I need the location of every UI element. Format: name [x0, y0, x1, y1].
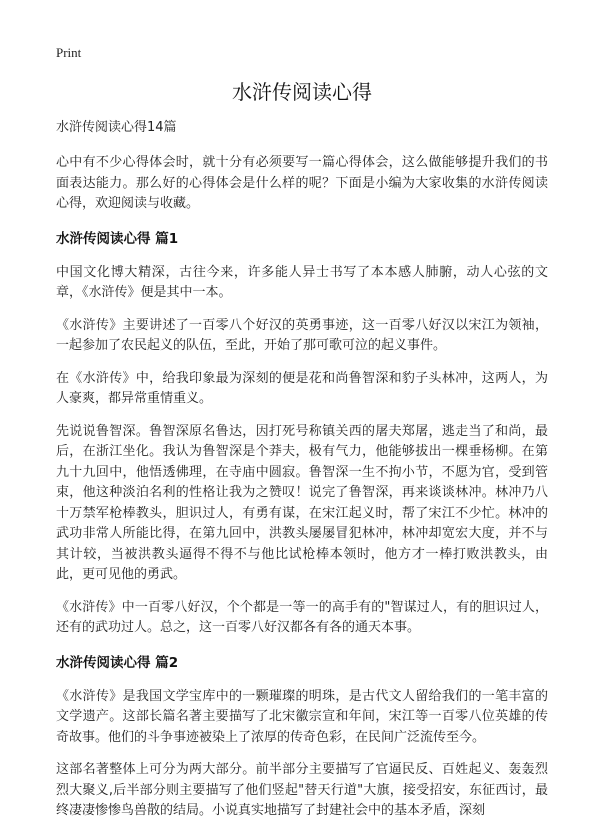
- document-title: 水浒传阅读心得: [232, 80, 372, 104]
- section-paragraph: 《水浒传》是我国文学宝库中的一颗璀璨的明珠，是古代文人留给我们的一笔丰富的文学遗产。这部长篇名著主要描写了北宋徽宗宣和年间，宋江等一百零八位英雄的传奇故事。他们的斗争事迹被染上了浓厚的传奇色彩，在民间广泛流传至今。: [56, 688, 548, 745]
- section-paragraph: 《水浒传》中一百零八好汉，个个都是一等一的高手有的"智谋过人，有的胆识过人，还有的武功过人。总之，这一百零八好汉都各有各的通天本事。: [56, 599, 548, 635]
- document-subtitle: 水浒传阅读心得14篇: [56, 120, 177, 135]
- section-paragraph: 先说说鲁智深。鲁智深原名鲁达，因打死号称镇关西的屠夫郑屠，逃走当了和尚，最后，在浙江坐化。我认为鲁智深是个莽夫，极有气力，他能够拔出一棵垂杨柳。在第九十九回中，他悟透佛理，在寺庙中圆寂。鲁智深一生不拘小节，不愿为官，受到管束，他这种淡泊名利的性格让我为之赞叹！说完了鲁智深，再来谈谈林冲。林冲乃八十万禁军枪棒教头，胆识过人，有勇有谋，在宋江起义时，帮了宋江不少忙。林冲的武功非常人所能比得，在第九回中，洪教头屡屡冒犯林冲，林冲却宽宏大度，并不与其计较，当被洪教头逼得不得不与他比试枪棒本领时，他方才一棒打败洪教头，由此，更可见他的勇武。: [56, 423, 548, 582]
- section-paragraph: 在《水浒传》中，给我印象最为深刻的便是花和尚鲁智深和豹子头林冲，这两人，为人豪爽，都异常重情重义。: [56, 370, 548, 406]
- print-link[interactable]: Print: [56, 45, 82, 60]
- intro-paragraph: 心中有不少心得体会时，就十分有必须要写一篇心得体会，这么做能够提升我们的书面表达能力。那么好的心得体会是什么样的呢？下面是小编为大家收集的水浒传阅读心得，欢迎阅读与收藏。: [56, 155, 548, 211]
- document-body: [56, 118, 548, 828]
- section-heading: 水浒传阅读心得 篇2: [56, 654, 179, 671]
- document-page: [56, 0, 548, 828]
- section-paragraph: 《水浒传》主要讲述了一百零八个好汉的英勇事迹，这一百零八好汉以宋江为领袖，一起参加了农民起义的队伍，至此，开始了那可歌可泣的起义事件。: [56, 317, 548, 353]
- section-heading: 水浒传阅读心得 篇1: [56, 230, 179, 247]
- section-paragraph: 中国文化博大精深，古往今来，许多能人异士书写了本本感人肺腑，动人心弦的文章，《水浒传》便是其中一本。: [56, 264, 548, 300]
- section-paragraph: 这部名著整体上可分为两大部分。前半部分主要描写了官逼民反、百姓起义、轰轰烈烈大聚义,后半部分则主要描写了他们竖起"替天行道"大旗，接受招安，东征西讨，最终凄凄惨惨鸟兽散的结局。小说真实地描写了封建社会中的基本矛盾，深刻: [56, 762, 548, 818]
